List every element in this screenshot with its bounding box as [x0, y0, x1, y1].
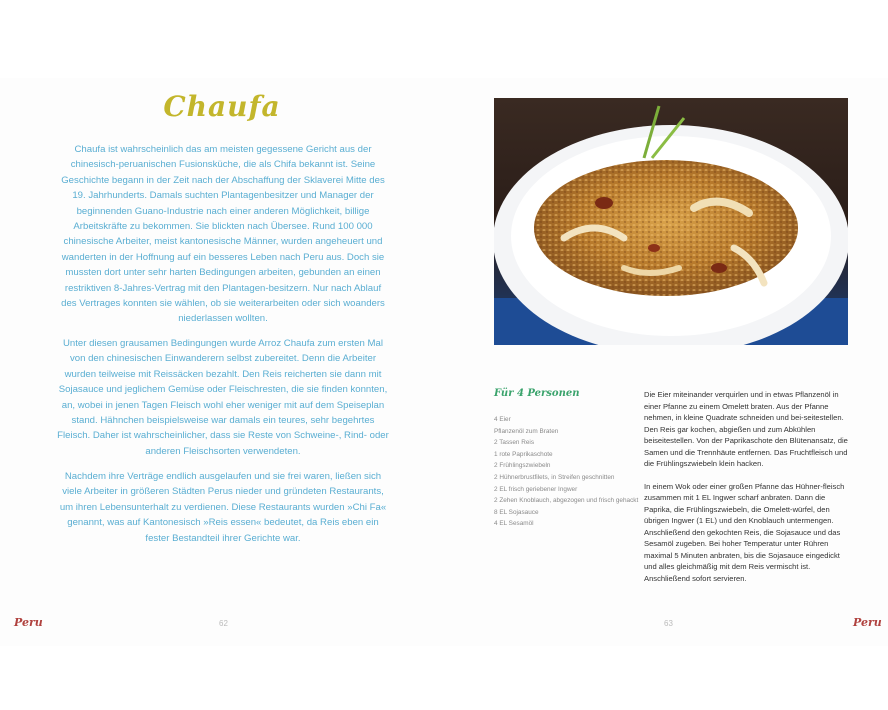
footer-brand: Peru	[853, 616, 882, 629]
instructions	[644, 389, 854, 584]
ingredient-item: 2 Hühnerbrustfilets, in Streifen geschnitten	[494, 473, 615, 481]
intro-paragraph: Nachdem ihre Verträge endlich ausgelaufen und sie frei waren, ließen sich viele Arbeiter in größeren Städten Perus nieder und gründeten Restaurants, um ihren Lebensunterhalt zu verdienen. Diese Restaurants wurden »Chi Fa« genannt, was auf Kantonesisch »Reis essen« bedeutet, da Reis eben ein fester Bestandteil ihrer Gerichte war.	[59, 471, 387, 544]
intro-paragraph: Chaufa ist wahrscheinlich das am meisten gegessene Gericht aus der chinesisch-peruanischen Fusionsküche, die als Chifa bekannt ist. Seine Geschichte begann in der Zeit nach der Abschaffung der Sklaverei Mitte des 19. Jahrhunderts. Damals suchten Plantagenbesitzer und Manager der beginnenden Guano-Industrie nach einer anderen Möglichkeit, billige Arbeitskräfte zu bekommen. Sie blickten nach Übersee. Rund 100 000 chinesische Arbeiter, meist kantonesische Männer, wurden angeheuert und wanderten in der Hoffnung auf ein besseres Leben nach Peru aus. Doch sie mussten dort unter sehr harten Bedingungen arbeiten, gebunden an einen restriktiven 8-Jahres-Vertrag mit den Plantagen-besitzern. Nur nach Ablauf des Vertrages konnten sie wählen, ob sie weiterarbeiten oder sich woanders niederlassen wollten.	[61, 144, 385, 325]
ingredient-item: 8 EL Sojasauce	[494, 508, 539, 516]
ingredient-item: 2 Zehen Knoblauch, abgezogen und frisch gehackt	[494, 497, 639, 505]
ingredient-item: 2 Tassen Reis	[494, 439, 535, 447]
dish-photo	[494, 98, 848, 345]
footer-brand: Peru	[14, 616, 43, 629]
page-title: Chaufa	[163, 90, 281, 123]
chaufa-dish-image	[494, 98, 848, 345]
intro-paragraph: Unter diesen grausamen Bedingungen wurde Arroz Chaufa zum ersten Mal von den chinesischen Einwanderern selbst zubereitet. Denn die Arbeiter wurden teilweise mit Reissäcken bezahlt. Den Reis reicherten sie dann mit Sojasauce und jeglichem Gemüse oder Fleischresten, die sie finden konnten, an, wobei in jenen Tagen Fleisch wohl eher weniger mit auf dem Speiseplan stand. Hähnchen beispielsweise war damals ein teures, sehr begehrtes Fleisch. Daher ist wahrscheinlicher, dass sie Reste von Schweine-, Rind- oder anderen Fleischsorten verwendeten.	[57, 338, 389, 457]
ingredient-item: 4 Eier	[494, 416, 511, 423]
right-page	[444, 78, 888, 646]
ingredient-item: 4 EL Sesamöl	[494, 520, 534, 528]
ingredient-item: 2 EL frisch geriebener Ingwer	[494, 485, 578, 493]
servings-title: Für 4 Personen	[494, 388, 580, 399]
ingredient-list	[494, 414, 644, 530]
ingredient-item: 2 Frühlingszwiebeln	[494, 462, 551, 470]
ingredient-item: 1 rote Paprikaschote	[494, 450, 553, 458]
page-number: 62	[219, 619, 228, 628]
ingredient-item: Pflanzenöl zum Braten	[494, 427, 559, 435]
book-spread	[0, 78, 888, 646]
instruction-step: Die Eier miteinander verquirlen und in etwas Pflanzenöl in einer Pfanne zu einem Omelett braten. Aus der Pfanne nehmen, in kleine Quadrate schneiden und bei-seitestellen. Den Reis gar kochen, abgießen und zum Abkühlen beiseitestellen. Von der Paprikaschote den Blütenansatz, die Samen und die Trennhäute entfernen. Das Fruchtfleisch und die Frühlingszwiebeln klein hacken.	[644, 390, 848, 468]
instruction-step: In einem Wok oder einer großen Pfanne das Hühner-fleisch zusammen mit 1 EL Ingwer scharf anbraten. Dann die Paprika, die Frühlingszwiebeln, die Omelett-würfel, den übrigen Ingwer (1 EL) und den Knoblauch untermengen. Anschließend den gekochten Reis, die Sojasauce und das Sesamöl zugeben. Bei hoher Temperatur unter Rühren maximal 5 Minuten anbraten, bis die Sojasauce eingedickt und alles gleichmäßig mit dem Reis vermischt ist. Anschließend sofort servieren.	[644, 481, 845, 583]
left-page	[0, 78, 444, 646]
page-number: 63	[664, 619, 673, 628]
